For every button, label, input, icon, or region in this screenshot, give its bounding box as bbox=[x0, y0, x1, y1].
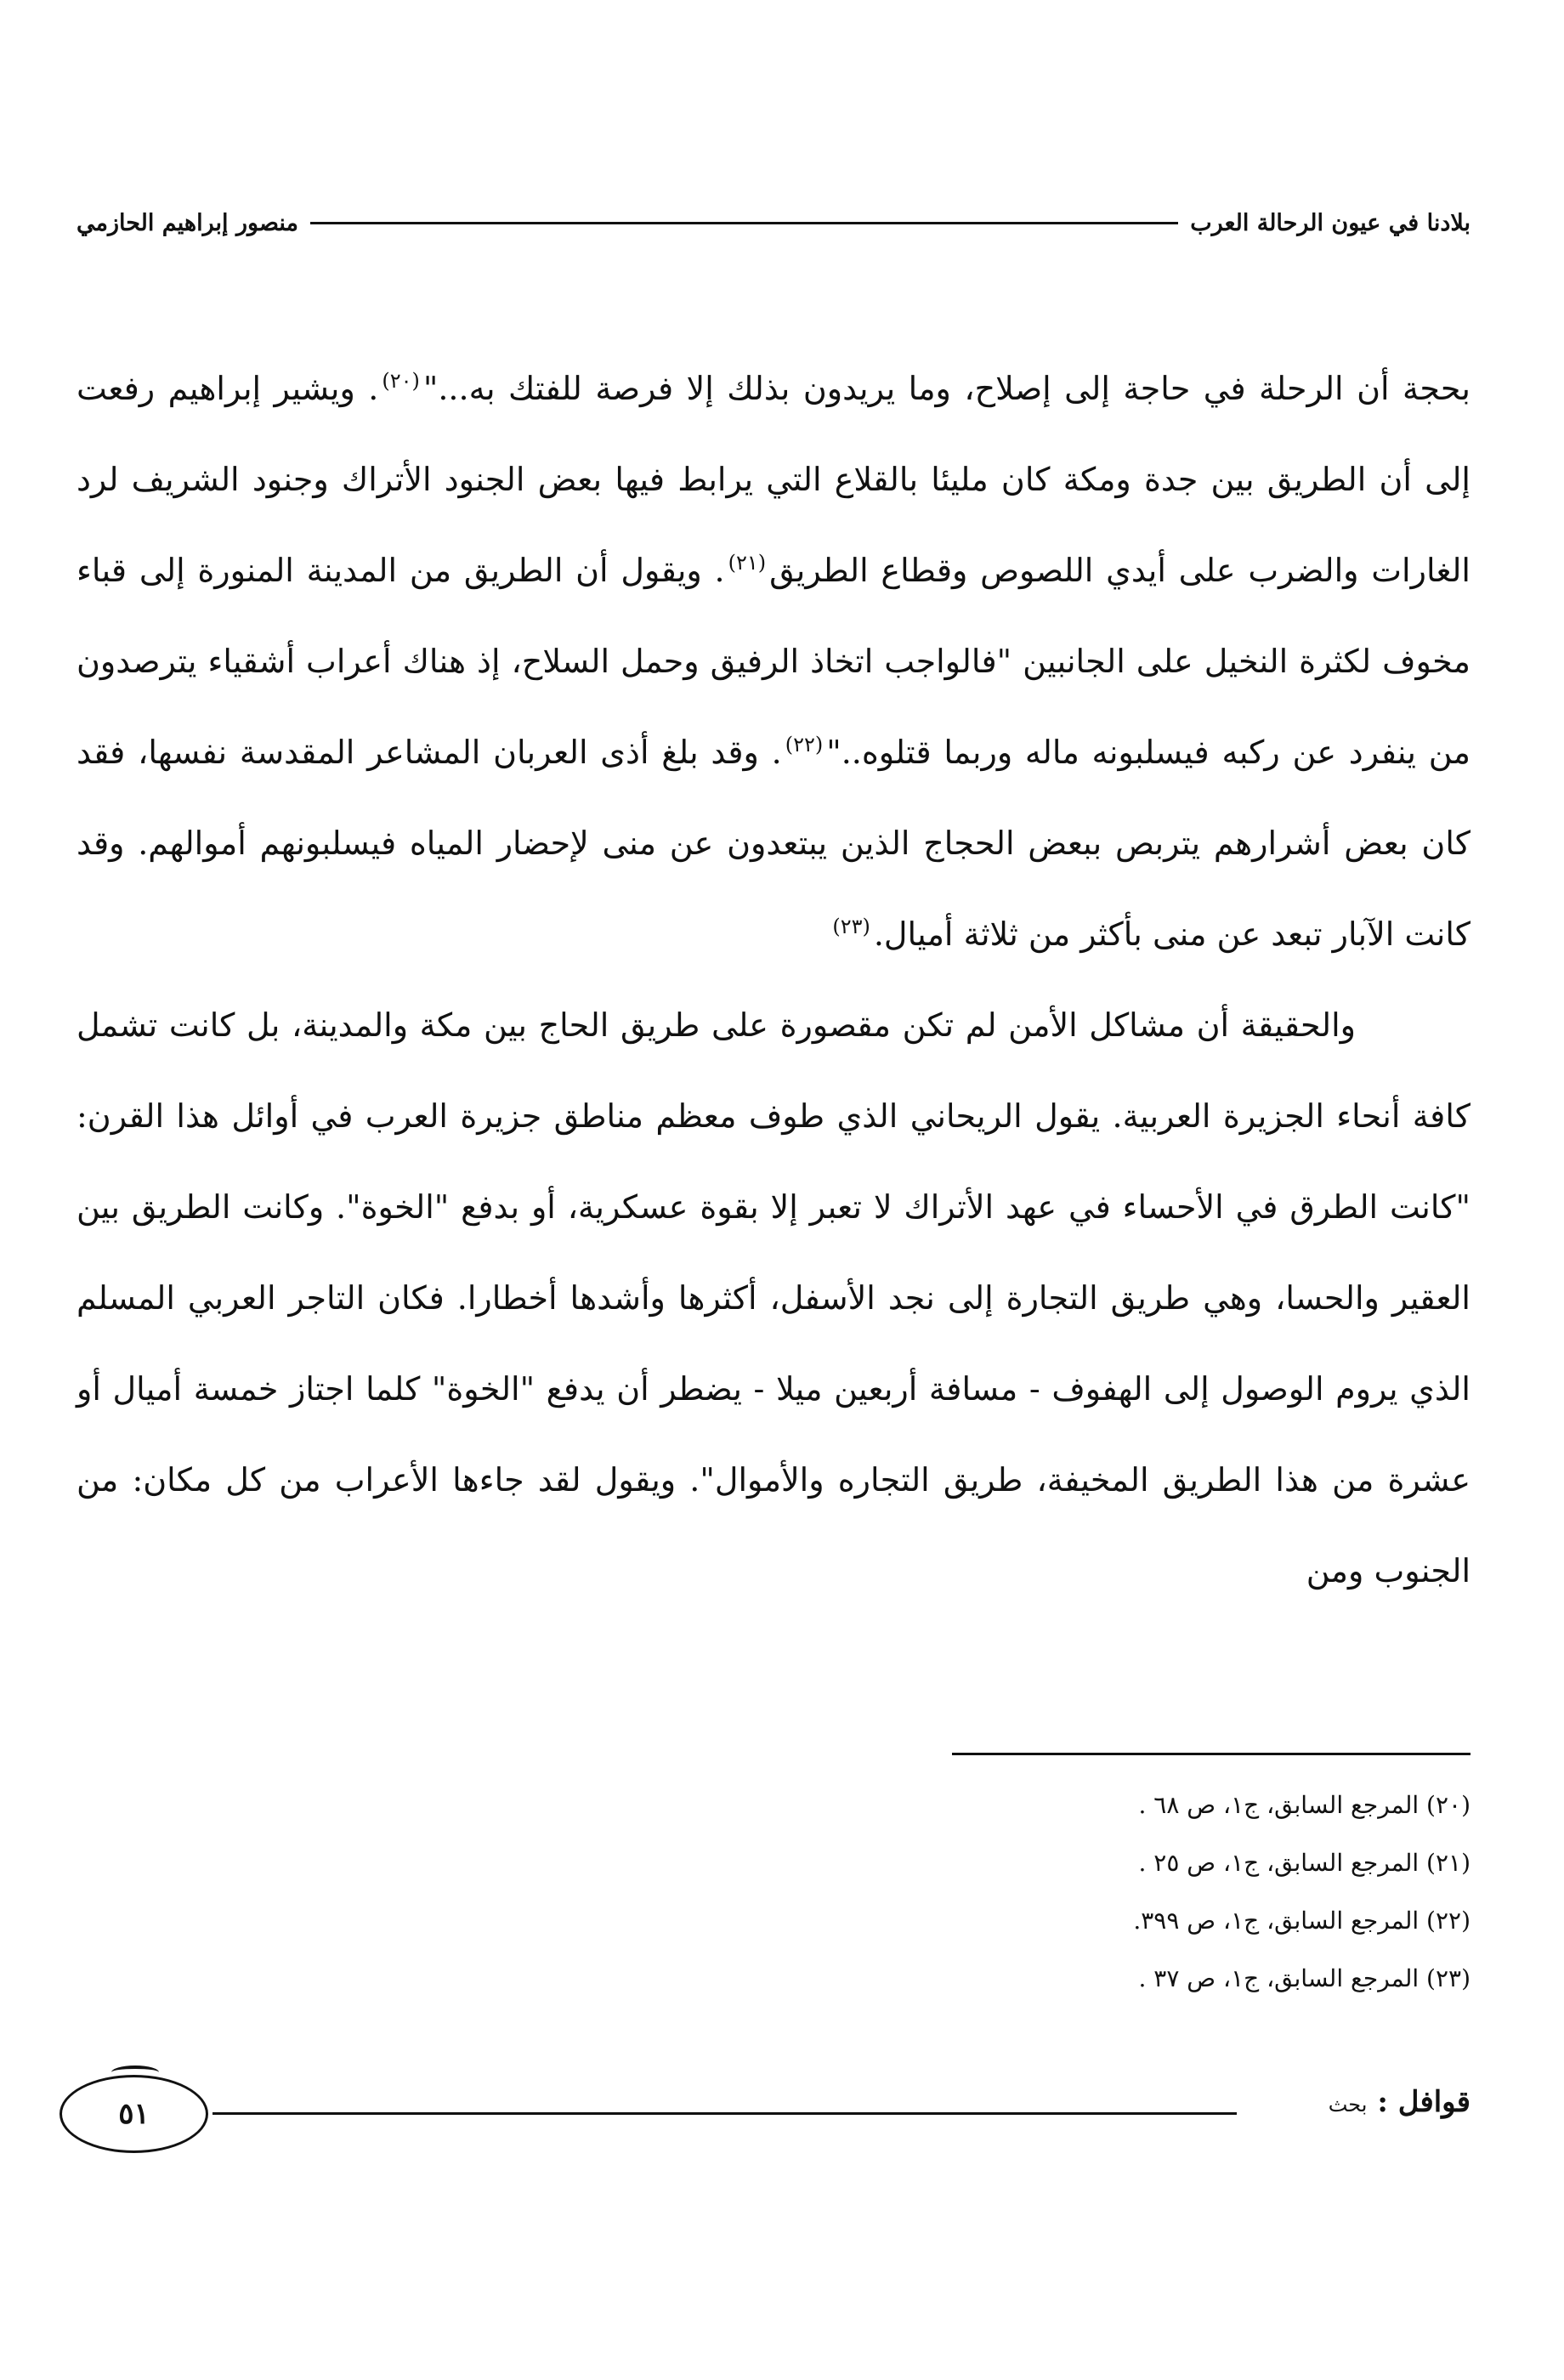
paragraph-1 bbox=[76, 343, 1470, 980]
footnotes bbox=[876, 1776, 1470, 2008]
author-name: منصور إبراهيم الحازمي bbox=[76, 209, 298, 236]
footnote-ref-21: (٢١) bbox=[728, 551, 767, 575]
page-footer bbox=[60, 2061, 1470, 2163]
footnote-ref-23: (٢٣) bbox=[832, 915, 870, 939]
footnote-23: (٢٣) المرجع السابق، ج١، ص ٣٧ . bbox=[1138, 1964, 1470, 1992]
journal-name: قوافل bbox=[1397, 2085, 1470, 2119]
header-rule bbox=[310, 222, 1178, 224]
book-title: بلادنا في عيون الرحالة العرب bbox=[1190, 209, 1470, 236]
footnote-separator bbox=[952, 1753, 1470, 1755]
page-number: ٥١ bbox=[118, 2097, 150, 2131]
footnote-ref-22: (٢٢) bbox=[785, 733, 824, 757]
footer-separator: : bbox=[1377, 2085, 1388, 2119]
section-name: بحث bbox=[1328, 2093, 1368, 2116]
page-number-badge bbox=[60, 2075, 208, 2153]
footnote-ref-20: (٢٠) bbox=[382, 369, 420, 394]
ornament-icon bbox=[111, 2066, 159, 2079]
paragraph-1-part-a: بحجة أن الرحلة في حاجة إلى إصلاح، وما يريدون بذلك إلا فرصة للفتك به..." bbox=[422, 370, 1470, 407]
footnote-21: (٢١) المرجع السابق، ج١، ص ٢٥ . bbox=[1138, 1849, 1470, 1877]
footnote-20: (٢٠) المرجع السابق، ج١، ص ٦٨ . bbox=[1138, 1791, 1470, 1819]
paragraph-2: والحقيقة أن مشاكل الأمن لم تكن مقصورة على طريق الحاج بين مكة والمدينة، بل كانت تشمل كافة أنحاء الجزيرة العربية. يقول الريحاني الذي طوف معظم مناطق جزيرة العرب في أوائل هذا القرن: "كانت الطرق في الأحساء في عهد الأتراك لا تعبر إلا بقوة عسكرية، أو بدفع "الخوة". وكانت الطريق بين العقير والحسا، وهي طريق التجارة إلى نجد الأسفل، أكثرها وأشدها أخطارا. فكان التاجر العربي المسلم الذي يروم الوصول إلى الهفوف - مسافة أربعين ميلا - يضطر أن يدفع "الخوة" كلما اجتاز خمسة أميال أو عشرة من هذا الطريق المخيفة، طريق التجاره والأموال". ويقول لقد جاءها الأعراب من كل مكان: من الجنوب ومن bbox=[76, 1006, 1470, 1590]
paragraph-1-part-c: . ويقول أن الطريق من المدينة المنورة إلى قباء مخوف لكثرة النخيل على الجانبين "فالواجب اتخاذ الرفيق وحمل السلاح، إذ هناك أعراب أشقياء يترصدون من ينفرد عن ركبه فيسلبونه ماله وربما قتلوه.." bbox=[76, 552, 1470, 771]
footer-label bbox=[1329, 2085, 1470, 2119]
footnote-22: (٢٢) المرجع السابق، ج١، ص ٣٩٩. bbox=[1133, 1907, 1470, 1935]
running-header bbox=[76, 197, 1470, 248]
paragraph-1-part-b: . ويشير إبراهيم رفعت إلى أن الطريق بين جدة ومكة كان مليئا بالقلاع التي يرابط فيها بعض الجنود الأتراك وجنود الشريف لرد الغارات والضرب على أيدي اللصوص وقطاع الطريق bbox=[76, 370, 1470, 589]
footer-rule bbox=[212, 2112, 1237, 2115]
main-text bbox=[76, 343, 1470, 1617]
paragraph-1-part-d: . وقد بلغ أذى العربان المشاعر المقدسة نفسها، فقد كان بعض أشرارهم يتربص ببعض الحجاج الذين يبتعدون عن منى لإحضار المياه فيسلبونهم أموالهم. وقد كانت الآبار تبعد عن منى بأكثر من ثلاثة أميال. bbox=[76, 734, 1470, 953]
